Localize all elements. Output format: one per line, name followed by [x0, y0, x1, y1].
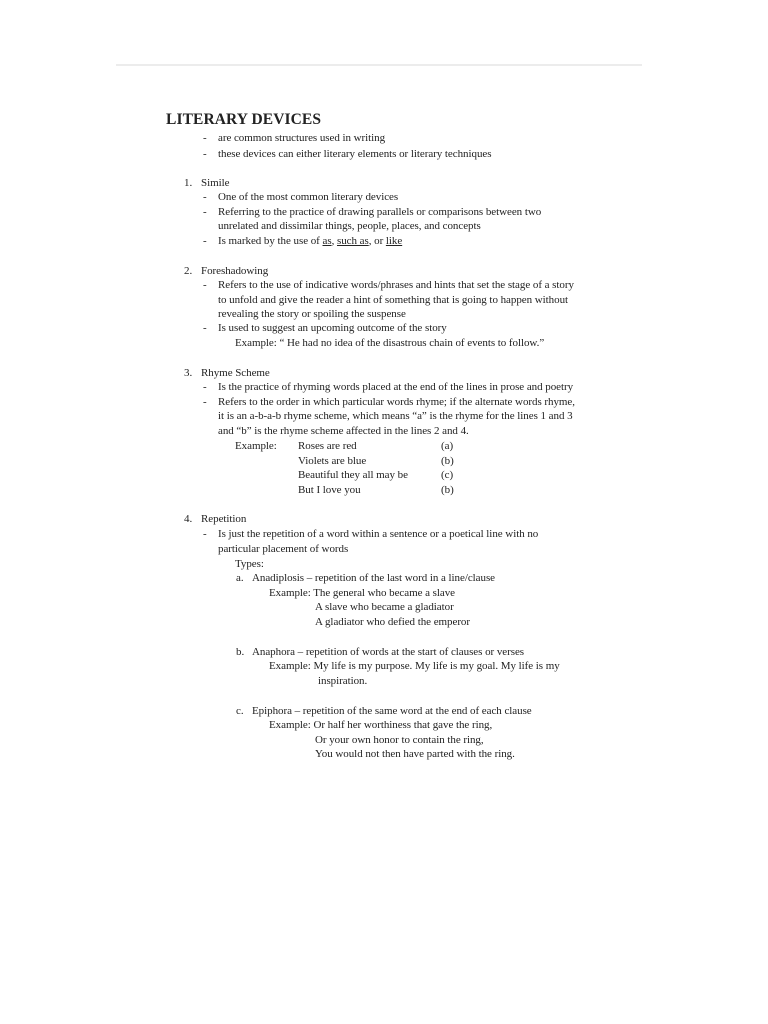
anaphora-definition: Anaphora – repetition of words at the start of clauses or verses: [252, 646, 525, 658]
epiphora-example-cont: Or your own honor to contain the ring,: [315, 734, 484, 746]
epiphora-example-cont: You would not then have parted with the ring.: [315, 748, 515, 760]
simile-marker-such-as: such as: [336, 235, 369, 247]
poem-line: Beautiful they all may be: [298, 469, 408, 481]
foreshadowing-example: Example: “ He had no idea of the disastrous chain of events to follow.”: [235, 337, 545, 349]
section-heading-simile: Simile: [201, 177, 230, 189]
intro-line: these devices can either literary elements or literary techniques: [218, 148, 492, 160]
subitem-label: a.: [236, 572, 244, 584]
section-heading-repetition: Repetition: [201, 513, 247, 525]
foreshadowing-bullet: Refers to the use of indicative words/phrases and hints that set the stage of a story: [218, 279, 574, 291]
simile-bullet-cont: unrelated and dissimilar things, people, places, and concepts: [218, 220, 481, 232]
foreshadowing-bullet-cont: revealing the story or spoiling the suspense: [218, 308, 406, 320]
foreshadowing-bullet: Is used to suggest an upcoming outcome of the story: [218, 322, 447, 334]
simile-marker-like: like: [385, 235, 403, 247]
epiphora-definition: Epiphora – repetition of the same word at the end of each clause: [252, 705, 532, 717]
section-heading-rhyme-scheme: Rhyme Scheme: [201, 367, 270, 379]
simile-marker-as: as: [322, 235, 332, 247]
section-number: 4.: [184, 513, 193, 525]
subitem-label: c.: [236, 705, 244, 717]
separator: , or: [368, 235, 386, 247]
section-number: 2.: [184, 265, 193, 277]
poem-line: Roses are red: [298, 440, 357, 452]
anaphora-example-cont: inspiration.: [318, 675, 368, 687]
subitem-label: b.: [236, 646, 245, 658]
anadiplosis-example-cont: A gladiator who defied the emperor: [315, 616, 470, 628]
anadiplosis-example-cont: A slave who became a gladiator: [315, 601, 454, 613]
rhyme-bullet: Refers to the order in which particular words rhyme; if the alternate words rhyme,: [218, 396, 575, 408]
separator: ,: [331, 235, 337, 247]
bullet-dash: -: [203, 396, 207, 408]
poem-rhyme-tag: (b): [441, 455, 454, 467]
rhyme-example-label: Example:: [235, 440, 277, 452]
page-title: LITERARY DEVICES: [166, 111, 322, 128]
repetition-bullet: Is just the repetition of a word within a sentence or a poetical line with no: [218, 528, 539, 540]
simile-bullet: One of the most common literary devices: [218, 191, 399, 203]
bullet-dash: -: [203, 206, 207, 218]
bullet-dash: -: [203, 528, 207, 540]
bullet-dash: -: [203, 279, 207, 291]
anaphora-example: Example: My life is my purpose. My life is my goal. My life is my: [269, 660, 560, 672]
bullet-dash: -: [203, 235, 207, 247]
simile-marker-prefix: Is marked by the use of: [218, 235, 323, 247]
poem-rhyme-tag: (a): [441, 440, 454, 452]
simile-bullet: Referring to the practice of drawing parallels or comparisons between two: [218, 206, 542, 218]
anadiplosis-example: Example: The general who became a slave: [269, 587, 455, 599]
repetition-types-label: Types:: [235, 558, 264, 570]
poem-rhyme-tag: (b): [441, 484, 454, 496]
poem-line: But I love you: [298, 484, 361, 496]
section-number: 1.: [184, 177, 193, 189]
bullet-dash: -: [203, 322, 207, 334]
bullet-dash: -: [203, 148, 207, 160]
bullet-dash: -: [203, 381, 207, 393]
repetition-bullet-cont: particular placement of words: [218, 543, 349, 555]
anadiplosis-definition: Anadiplosis – repetition of the last word in a line/clause: [252, 572, 496, 584]
poem-line: Violets are blue: [298, 455, 367, 467]
intro-line: are common structures used in writing: [218, 132, 386, 144]
epiphora-example: Example: Or half her worthiness that gave the ring,: [269, 719, 493, 731]
bullet-dash: -: [203, 132, 207, 144]
poem-rhyme-tag: (c): [441, 469, 454, 481]
rhyme-bullet-cont: it is an a-b-a-b rhyme scheme, which means “a” is the rhyme for the lines 1 and 3: [218, 410, 573, 422]
bullet-dash: -: [203, 191, 207, 203]
rhyme-bullet: Is the practice of rhyming words placed at the end of the lines in prose and poetry: [218, 381, 574, 393]
rhyme-bullet-cont: and “b” is the rhyme scheme affected in the lines 2 and 4.: [218, 425, 469, 437]
foreshadowing-bullet-cont: to unfold and give the reader a hint of something that is going to happen without: [218, 294, 569, 306]
section-number: 3.: [184, 367, 193, 379]
section-heading-foreshadowing: Foreshadowing: [201, 265, 269, 277]
simile-bullet-markers: [218, 234, 402, 248]
